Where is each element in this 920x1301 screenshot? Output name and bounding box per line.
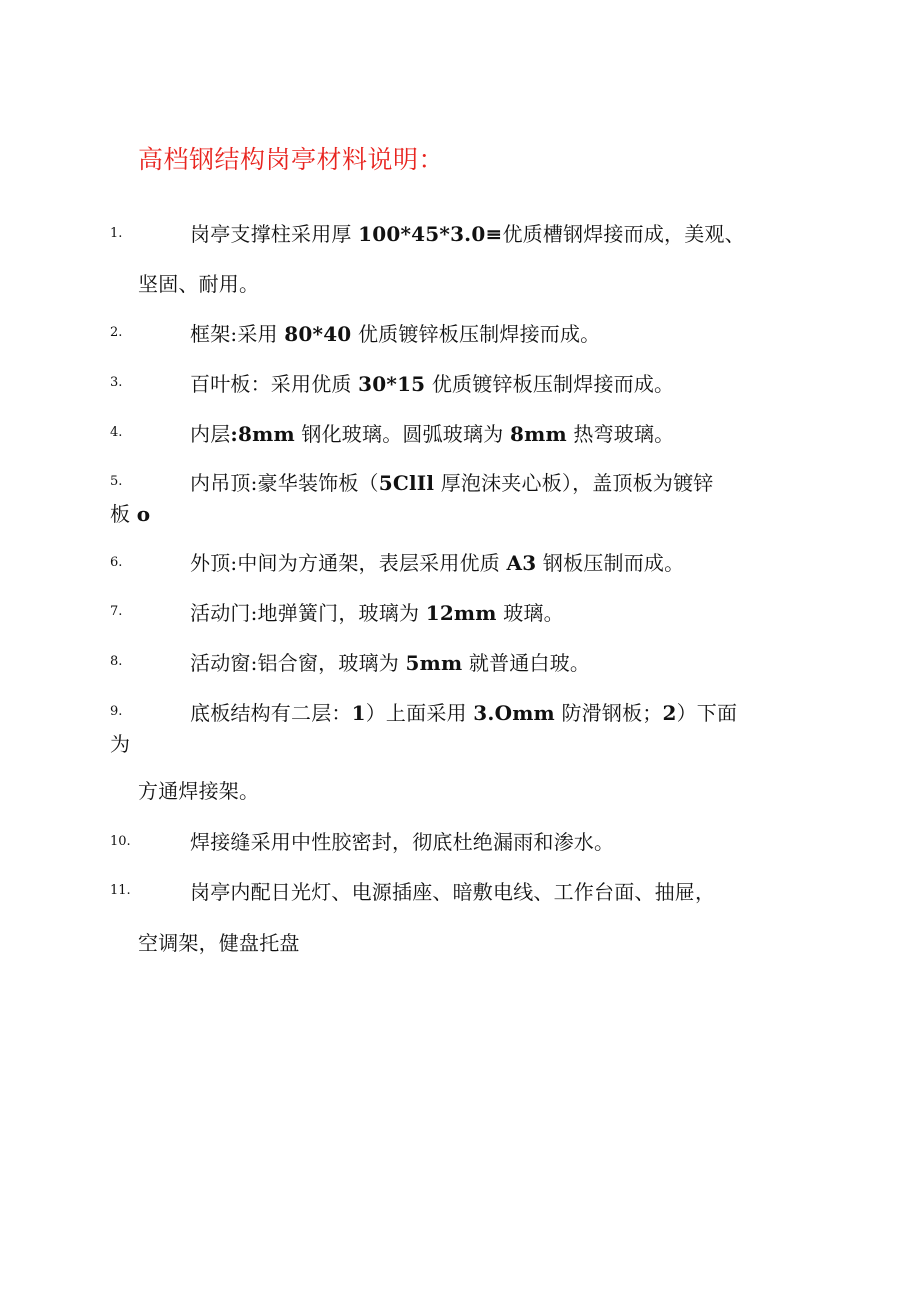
item-text: 内层:8mm 钢化玻璃。圆弧玻璃为 8mm 热弯玻璃。 (190, 422, 675, 446)
item-text: 内吊顶:豪华装饰板（5ClIl 厚泡沫夹心板），盖顶板为镀锌 (190, 471, 714, 495)
item-number: 3. (110, 375, 123, 390)
item-text: 外顶:中间为方通架，表层采用优质 A3 钢板压制而成。 (190, 551, 685, 575)
item-text-continued: 坚固、耐用。 (138, 272, 260, 296)
item-number: 11. (110, 883, 131, 898)
item-text: 岗亭内配日光灯、电源插座、暗敷电线、工作台面、抽屉， (190, 880, 716, 904)
item-text: 框架:采用 80*40 优质镀锌板压制焊接而成。 (190, 322, 601, 346)
item-number: 6. (110, 555, 123, 570)
item-text: 焊接缝采用中性胶密封，彻底杜绝漏雨和渗水。 (190, 830, 615, 854)
item-text: 活动窗:铝合窗，玻璃为 5mm 就普通白玻。 (190, 651, 591, 675)
item-text-continued: 方通焊接架。 (138, 779, 260, 803)
item-text: 岗亭支撑柱采用厚 100*45*3.0≡优质槽钢焊接而成，美观、 (190, 222, 745, 246)
item-number: 7. (110, 604, 123, 619)
item-number: 5. (110, 474, 123, 489)
item-text-continued: 板 o (110, 502, 151, 526)
document-title: 高档钢结构岗亭材料说明： (138, 145, 445, 174)
item-number: 10. (110, 834, 131, 849)
item-text: 百叶板：采用优质 30*15 优质镀锌板压制焊接而成。 (190, 372, 675, 396)
item-text-continued: 空调架，健盘托盘 (138, 931, 300, 955)
item-number: 9. (110, 704, 123, 719)
item-text-continued: 为 (110, 732, 131, 756)
item-number: 4. (110, 425, 123, 440)
item-number: 8. (110, 654, 123, 669)
item-number: 1. (110, 226, 123, 241)
item-text: 活动门:地弹簧门，玻璃为 12mm 玻璃。 (190, 601, 564, 625)
item-text: 底板结构有二层：1）上面采用 3.Omm 防滑钢板；2）下面 (190, 701, 738, 725)
item-number: 2. (110, 325, 123, 340)
